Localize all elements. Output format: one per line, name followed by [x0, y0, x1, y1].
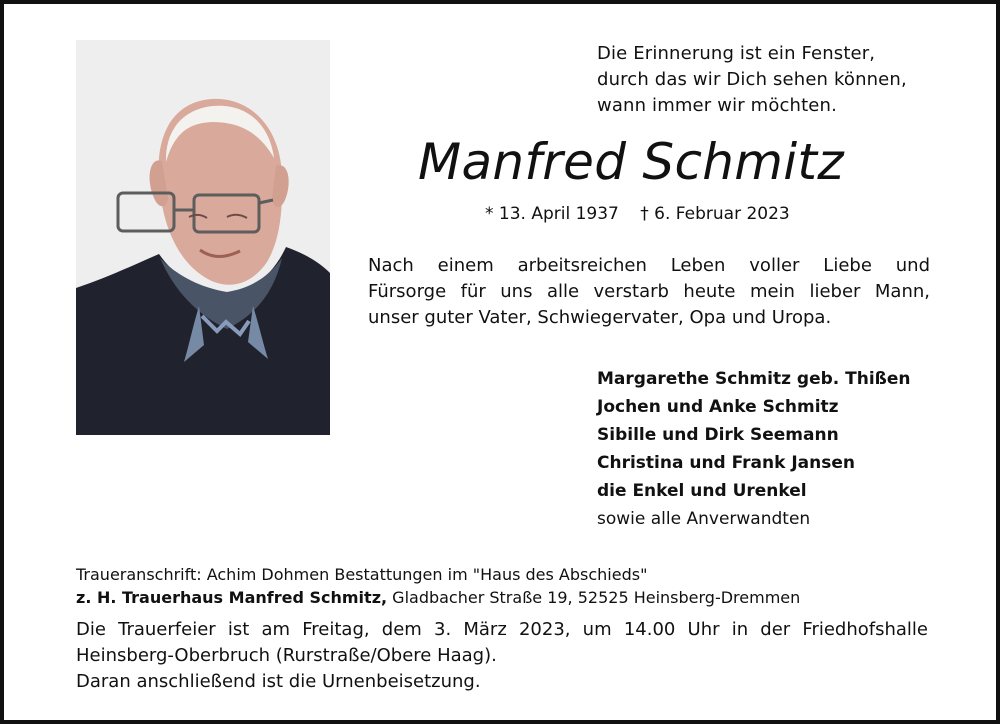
memorial-quote: [597, 41, 942, 119]
address-line-1: Traueranschrift: Achim Dohmen Bestattungen im "Haus des Abschieds": [76, 565, 648, 584]
message-line: unser guter Vater, Schwiegervater, Opa und Uropa.: [368, 307, 832, 328]
message-line: Fürsorge für uns alle verstarb heute mein lieber Mann,: [368, 281, 930, 302]
mourning-address: [76, 563, 936, 609]
message-line: Nach einem arbeitsreichen Leben voller Liebe und: [368, 255, 930, 276]
birth-date: * 13. April 1937: [485, 204, 619, 224]
family-member-line: die Enkel und Urenkel: [597, 481, 807, 501]
quote-line: durch das wir Dich sehen können,: [597, 69, 907, 90]
deceased-name: Manfred Schmitz: [418, 133, 844, 191]
family-member-line: Jochen und Anke Schmitz: [597, 397, 839, 417]
address-regular-part: Gladbacher Straße 19, 52525 Heinsberg-Dremmen: [387, 588, 801, 607]
life-dates: [485, 201, 790, 227]
family-member-line: Margarethe Schmitz geb. Thißen: [597, 369, 911, 389]
ceremony-line: Daran anschließend ist die Urnenbeisetzung.: [76, 671, 481, 692]
death-date: † 6. Februar 2023: [640, 204, 790, 224]
family-signatures: [597, 365, 942, 533]
address-bold-part: z. H. Trauerhaus Manfred Schmitz,: [76, 588, 388, 607]
portrait-photo: [76, 40, 330, 435]
ceremony-line: Die Trauerfeier ist am Freitag, dem 3. März 2023, um 14.00 Uhr in der Friedhofshalle: [76, 619, 928, 640]
quote-line: wann immer wir möchten.: [597, 95, 837, 116]
family-member-line: Sibille und Dirk Seemann: [597, 425, 839, 445]
family-member-line: Christina und Frank Jansen: [597, 453, 856, 473]
quote-line: Die Erinnerung ist ein Fenster,: [597, 43, 876, 64]
funeral-ceremony-info: [76, 617, 928, 695]
ceremony-line: Heinsberg-Oberbruch (Rurstraße/Obere Haag).: [76, 645, 497, 666]
obituary-message: [368, 253, 930, 331]
address-line-2: [76, 586, 936, 609]
family-member-line: sowie alle Anverwandten: [597, 509, 811, 529]
